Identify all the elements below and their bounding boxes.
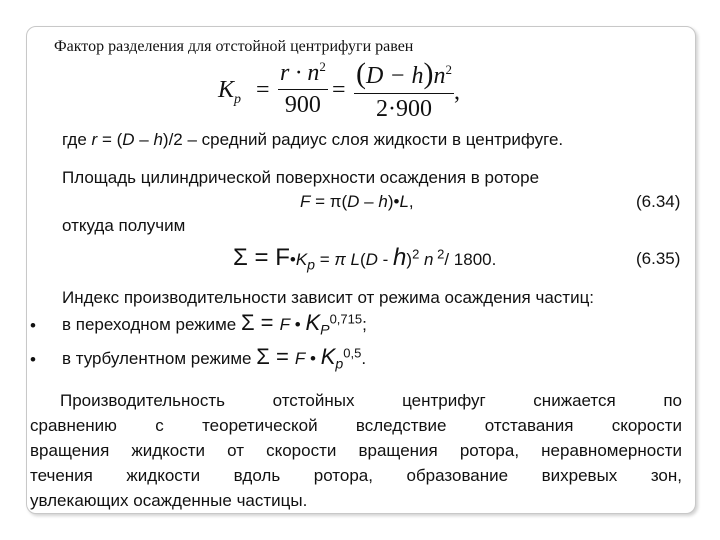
separation-factor-formula: $K_p$ = $r \cdot n^2$ 900 = $(D - h)n^2$ 2·900 ,: [218, 57, 460, 122]
title-line: Фактор разделения для отстойной центрифуги равен: [54, 38, 414, 55]
surface-area-formula: F = π(D – h)•L,: [300, 192, 414, 211]
equation-number-6-35: (6.35): [636, 249, 681, 268]
capacity-index-formula: $\Sigma = F•K_p = \pi$ L(D - h)$^2$ n $^2$/ 1800.: [233, 244, 497, 274]
fraction-r-n2-over-900: $r \cdot n^2$ 900: [280, 59, 326, 118]
radius-definition-line: где r = (D – h)/2 – средний радиус слоя жидкости в центрифуге.: [62, 130, 564, 149]
paragraph-line: сравнению с теоретической вследствие отставания скорости: [30, 416, 682, 435]
fraction-d-minus-h-over-1800: $(D - h)n^2$ 2·900: [356, 57, 453, 122]
paragraph-line: увлекающих осажденные частицы.: [30, 491, 308, 510]
transition-regime-line: в переходном режиме Σ = F • $K_P^{0,715}$;: [62, 310, 367, 339]
kp-symbol: $K_p$: [218, 77, 242, 107]
bullet-marker: •: [30, 316, 36, 335]
equation-number-6-34: (6.34): [636, 192, 681, 211]
performance-paragraph: [30, 388, 682, 513]
hence-line: откуда получим: [62, 216, 186, 235]
paragraph-line: Производительность отстойных центрифуг снижается по: [60, 391, 682, 410]
bullet-marker: •: [30, 350, 36, 369]
capacity-index-intro: Индекс производительности зависит от режима осаждения частиц:: [62, 288, 595, 307]
equals-sign-2: =: [332, 77, 346, 103]
turbulent-regime-line: в турбулентном режиме Σ = F • $K_p^{0,5}$.: [62, 344, 367, 373]
paragraph-line: вращения жидкости от скорости вращения ротора, неравномерности: [30, 441, 682, 460]
surface-area-line: Площадь цилиндрической поверхности осаждения в роторе: [62, 168, 540, 187]
equals-sign-1: =: [256, 77, 270, 103]
paragraph-line: течения жидкости вдоль ротора, образование вихревых зон,: [30, 466, 682, 485]
